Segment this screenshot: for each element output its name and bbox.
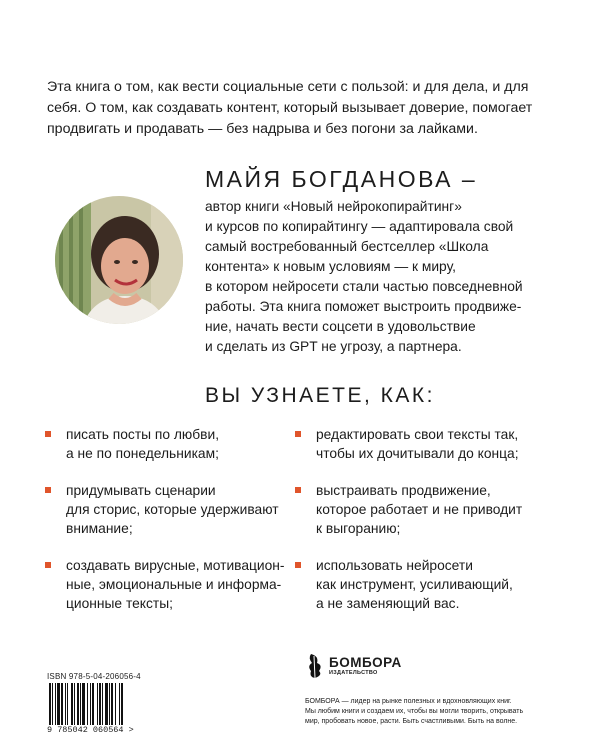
tagline-line: БОМБОРА — лидер на рынке полезных и вдохновляющих книг. <box>305 698 512 705</box>
learn-item-line: выстраивать продвижение, <box>316 483 491 498</box>
learn-item-line: создавать вирусные, мотивацион- <box>66 558 285 573</box>
bullet-square-icon <box>295 562 301 568</box>
intro-line: Эта книга о том, как вести социальные сети с пользой: и для дела, и для <box>47 79 529 95</box>
learn-list-left <box>45 425 315 631</box>
learn-item-line: писать посты по любви, <box>66 427 220 442</box>
publisher-leaf-icon <box>305 652 325 680</box>
bullet-square-icon <box>295 487 301 493</box>
barcode-digits: 9 785042 060564 > <box>47 725 134 735</box>
learn-item-line: чтобы их дочитывали до конца; <box>316 446 519 461</box>
publisher-name: БОМБОРА <box>329 654 402 670</box>
intro-line: себя. О том, как создавать контент, который вызывает доверие, помогает <box>47 100 533 116</box>
intro-line: продвигать и продавать — без надрыва и без погони за лайками. <box>47 121 478 137</box>
publisher-logo <box>305 652 402 680</box>
author-bio-line: и сделать из GPT не угрозу, а партнера. <box>205 339 462 354</box>
learn-item-line: для сторис, которые удерживают <box>66 502 279 517</box>
learn-item-line: использовать нейросети <box>316 558 473 573</box>
learn-item-line: ные, эмоциональные и информа- <box>66 577 282 592</box>
learn-item-line: внимание; <box>66 521 133 536</box>
learn-item <box>295 425 565 463</box>
learn-item <box>295 556 565 613</box>
learn-item-line: а не по понедельникам; <box>66 446 219 461</box>
learn-item-line: редактировать свои тексты так, <box>316 427 519 442</box>
author-bio-line: контента» к новым условиям — к миру, <box>205 259 456 274</box>
learn-item-line: а не заменяющий вас. <box>316 596 460 611</box>
author-bio-line: ние, начать вести соцсети в удовольствие <box>205 319 476 334</box>
learn-item-line: к выгоранию; <box>316 521 401 536</box>
author-bio-line: работы. Эта книга поможет выстроить продвиже- <box>205 299 522 314</box>
isbn-number: ISBN 978-5-04-206056-4 <box>47 672 141 681</box>
author-photo <box>55 196 183 324</box>
publisher-tagline <box>305 697 565 727</box>
learn-item-line: как инструмент, усиливающий, <box>316 577 513 592</box>
tagline-line: мир, пробовать новое, расти. Быть счастливыми. Быть на волне. <box>305 718 518 725</box>
bullet-square-icon <box>45 562 51 568</box>
learn-item-line: которое работает и не приводит <box>316 502 523 517</box>
learn-list-right <box>295 425 565 631</box>
learn-item <box>45 425 315 463</box>
author-bio-line: в котором нейросети стали частью повседневной <box>205 279 523 294</box>
barcode-image <box>47 682 151 726</box>
tagline-line: Мы любим книги и создаем их, чтобы вы могли творить, открывать <box>305 708 524 715</box>
author-bio-line: и курсов по копирайтингу — адаптировала свой <box>205 219 514 234</box>
author-bio <box>205 197 550 357</box>
bullet-square-icon <box>45 431 51 437</box>
learn-item <box>45 556 315 613</box>
publisher-subtitle: ИЗДАТЕЛЬСТВО <box>329 669 378 676</box>
isbn-barcode <box>47 672 155 735</box>
learn-item-line: ционные тексты; <box>66 596 173 611</box>
learn-item-line: придумывать сценарии <box>66 483 216 498</box>
author-bio-line: автор книги «Новый нейрокопирайтинг» <box>205 199 462 214</box>
bullet-square-icon <box>45 487 51 493</box>
intro-paragraph <box>47 77 567 140</box>
learn-heading: ВЫ УЗНАЕТЕ, КАК: <box>205 384 435 407</box>
bullet-square-icon <box>295 431 301 437</box>
learn-item <box>295 481 565 538</box>
author-bio-line: самый востребованный бестселлер «Школа <box>205 239 489 254</box>
learn-item <box>45 481 315 538</box>
author-name: МАЙЯ БОГДАНОВА – <box>205 166 478 192</box>
